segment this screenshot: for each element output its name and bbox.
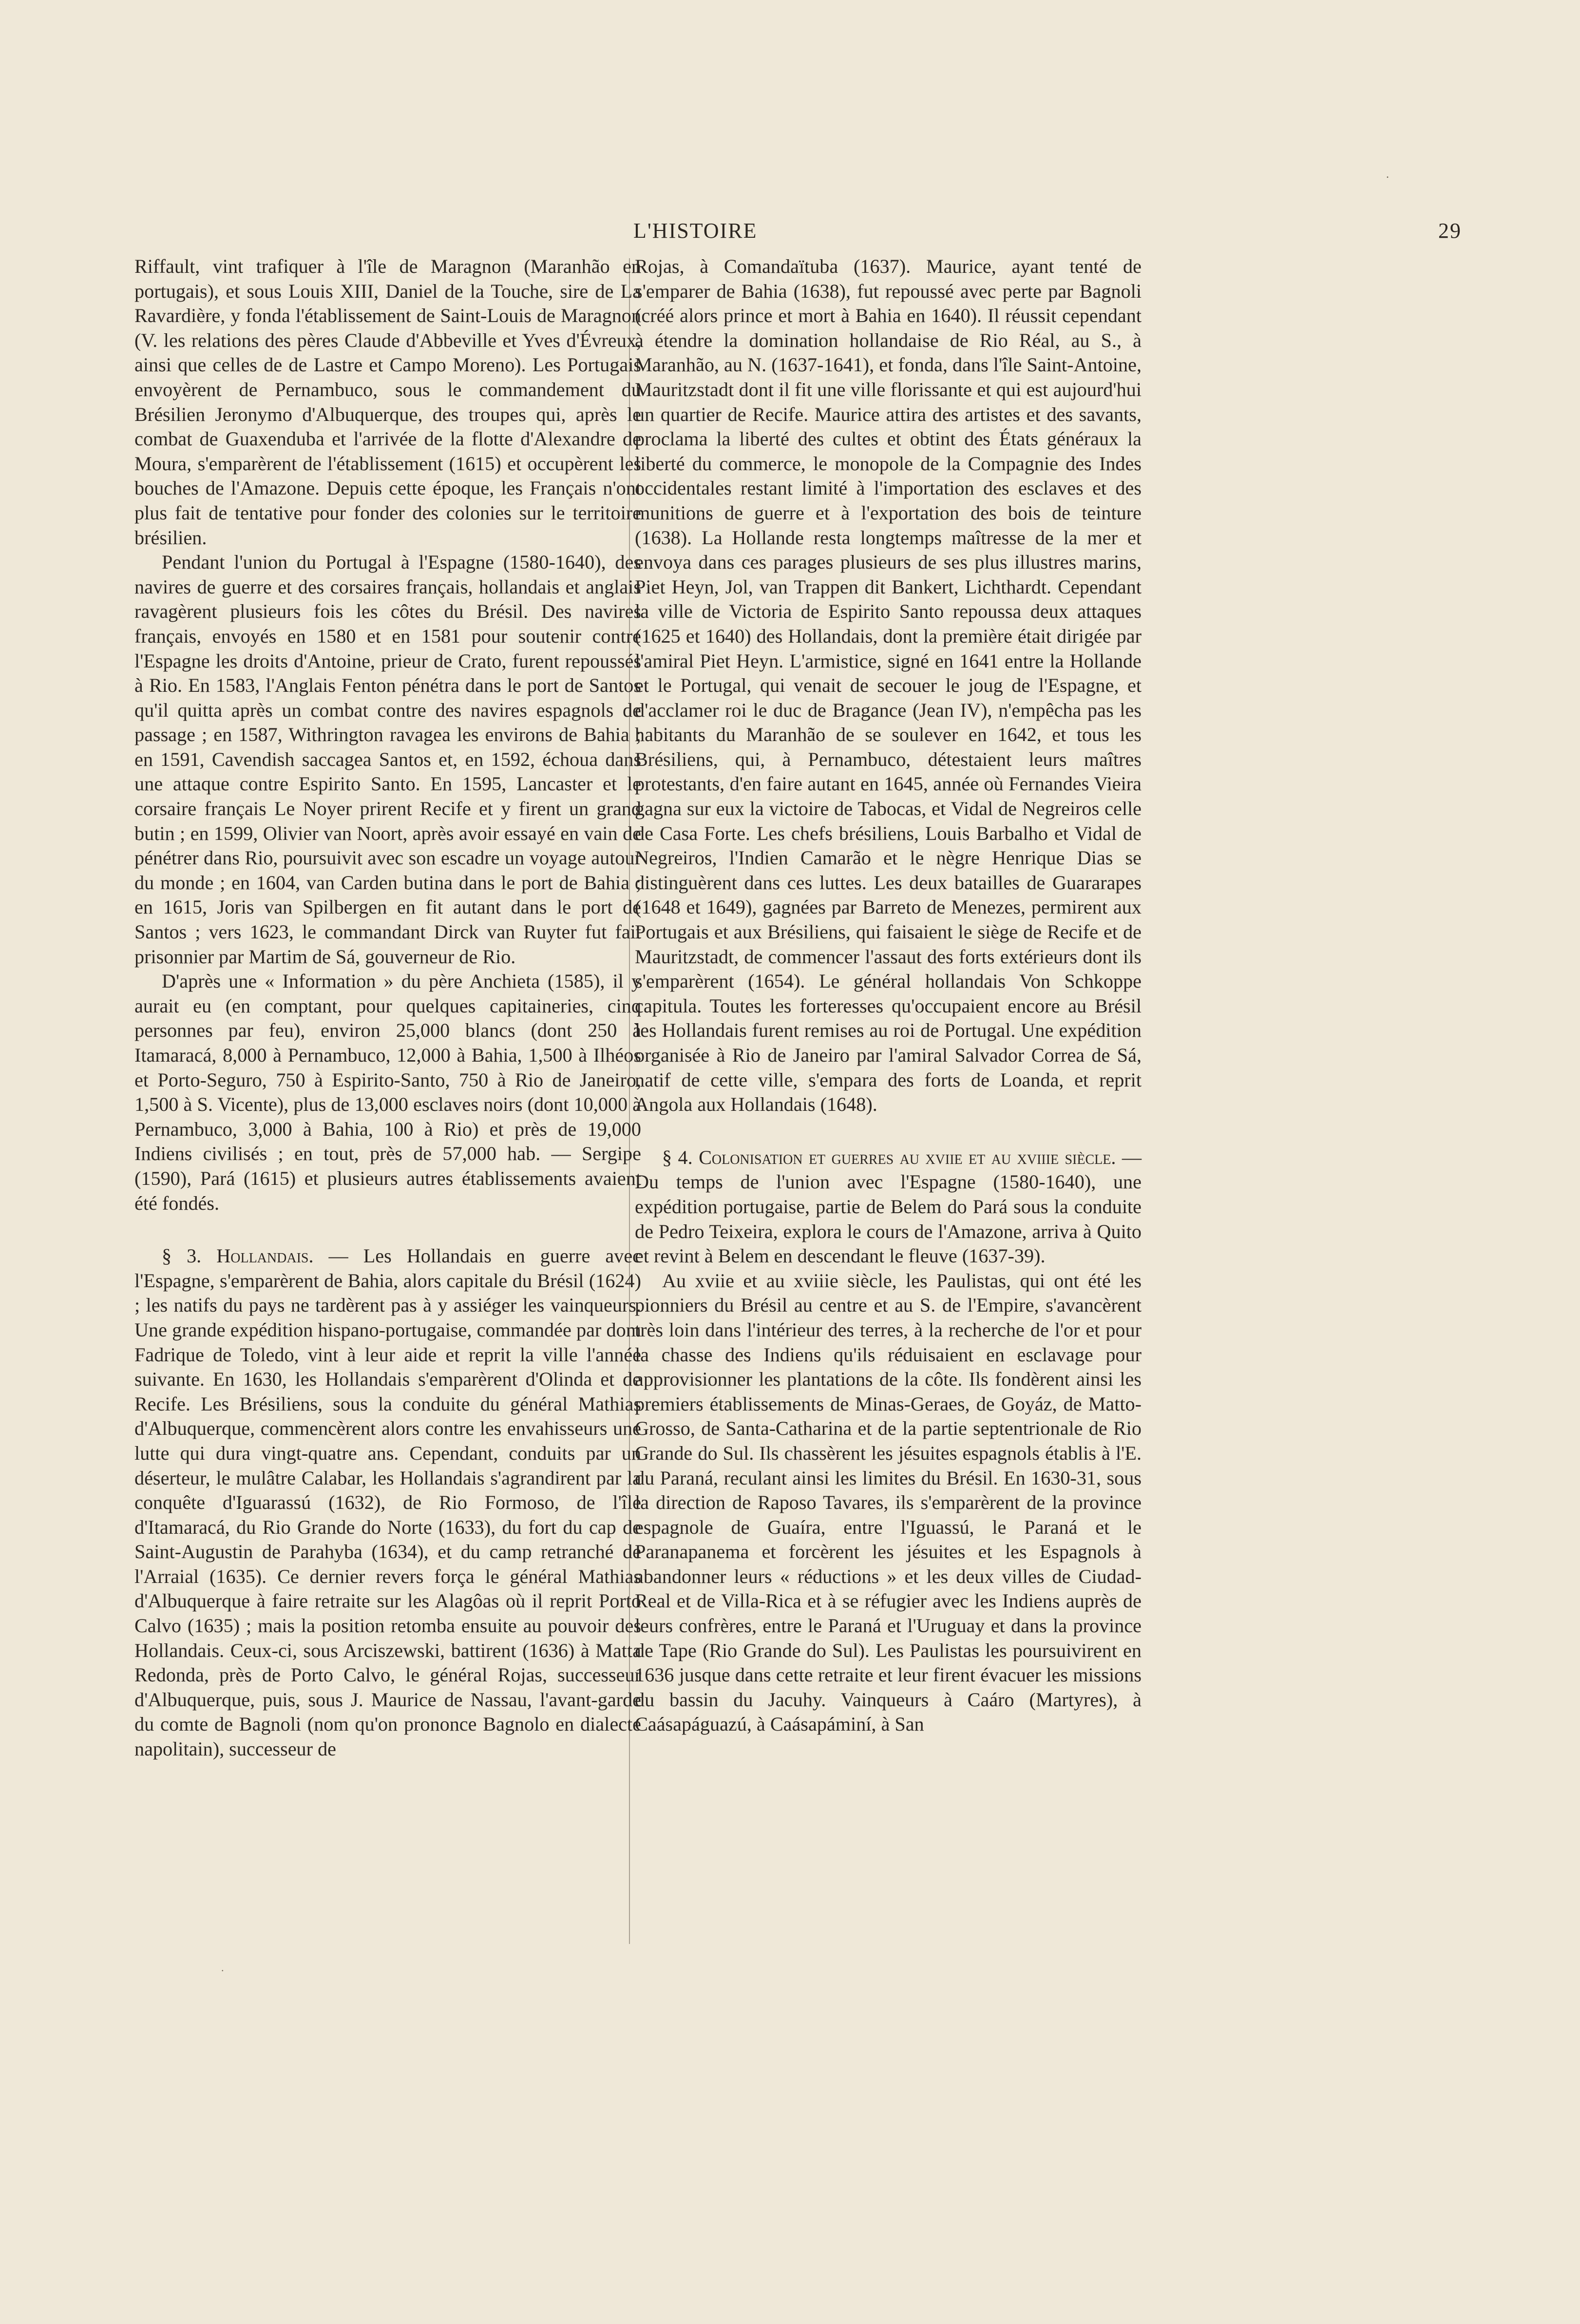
- paragraph: Riffault, vint trafiquer à l'île de Maragnon (Maranhão en portugais), et sous Louis XIII, Daniel de la Touche, sire de La Ravardière, y fonda l'établissement de Saint-Louis de Maragnon (V. les relations des pères Claude d'Abbeville et Yves d'Évreux, ainsi que celles de de Lastre et Campo Moreno). Les Portugais envoyèrent de Pernambuco, sous le commandement du Brésilien Jeronymo d'Albuquerque, des troupes qui, après le combat de Guaxenduba et l'arrivée de la flotte d'Alexandre de Moura, s'emparèrent de l'établissement (1615) et occupèrent les bouches de l'Amazone. Depuis cette époque, les Français n'ont plus fait de tentative pour fonder des colonies sur le territoire brésilien.: [134, 255, 641, 549]
- paragraph: D'après une « Information » du père Anchieta (1585), il y aurait eu (en comptant, pour quelques capitaineries, cinq personnes par feu), environ 25,000 blancs (dont 250 à Itamaracá, 8,000 à Pernambuco, 12,000 à Bahia, 1,500 à Ilhéos et Porto-Seguro, 750 à Espirito-Santo, 750 à Rio de Janeiro, 1,500 à S. Vicente), plus de 13,000 esclaves noirs (dont 10,000 à Pernambuco, 3,000 à Bahia, 100 à Rio) et près de 19,000 Indiens civilisés ; en tout, près de 57,000 hab. — Sergipe (1590), Pará (1615) et plusieurs autres établissements avaient été fondés.: [134, 970, 641, 1214]
- section-text: — Les Hollandais en guerre avec l'Espagne, s'emparèrent de Bahia, alors capitale du Brésil (1624) ; les natifs du pays ne tardèrent pas à y assiéger les vainqueurs. Une grande expédition hispano-portugaise, commandée par dom Fadrique de Toledo, vint à leur aide et reprit la ville l'année suivante. En 1630, les Hollandais s'emparèrent d'Olinda et de Recife. Les Brésiliens, sous la conduite du général Mathias d'Albuquerque, commencèrent alors contre les envahisseurs une lutte qui dura vingt-quatre ans. Cependant, conduits par un déserteur, le mulâtre Calabar, les Hollandais s'agrandirent par la conquête d'Iguarassú (1632), de Rio Formoso, de l'île d'Itamaracá, du Rio Grande do Norte (1633), du fort du cap de Saint-Augustin de Parahyba (1634), et du camp retranché de l'Arraial (1635). Ce dernier revers força le général Mathias d'Albuquerque à faire retraite sur les Alagôas où il reprit Porto Calvo (1635) ; mais la position retomba ensuite au pouvoir des Hollandais. Ceux-ci, sous Arciszewski, battirent (1636) à Matta Redonda, près de Porto Calvo, le général Rojas, successeur d'Albuquerque, puis, sous J. Maurice de Nassau, l'avant-garde du comte de Bagnoli (nom qu'on prononce Bagnolo en dialecte napolitain), successeur de: [134, 1245, 641, 1760]
- right-column: [635, 254, 1142, 1737]
- page-header: [633, 218, 1462, 252]
- running-title: L'HISTOIRE: [633, 219, 758, 243]
- paragraph: Au xviie et au xviiie siècle, les Paulistas, qui ont été les pionniers du Brésil au centre et au S. de l'Empire, s'avancèrent très loin dans l'intérieur des terres, à la recherche de l'or et pour la chasse des Indiens qu'ils réduisaient en esclavage pour approvisionner les plantations de la côte. Ils fondèrent ainsi les premiers établissements de Minas-Geraes, de Goyáz, de Matto-Grosso, de Santa-Catharina et de la partie septentrionale de Rio Grande do Sul. Ils chassèrent les jésuites espagnols établis à l'E. du Paraná, reculant ainsi les limites du Brésil. En 1630-31, sous la direction de Raposo Tavares, ils s'emparèrent de la province espagnole de Guaíra, entre l'Iguassú, le Paraná et le Paranapanema et forcèrent les jésuites et les Espagnols à abandonner leurs « réductions » et les deux villes de Ciudad-Real et de Villa-Rica et à se réfugier avec les Indiens auprès de leurs confrères, entre le Paraná et l'Uruguay et dans la province de Tape (Rio Grande do Sul). Les Paulistas les poursuivirent en 1636 jusque dans cette retraite et leur firent évacuer les missions du bassin du Jacuhy. Vainqueurs à Caáro (Martyres), à Caásapáguazú, à Caásapáminí, à San: [635, 1269, 1142, 1735]
- page-mark-top: .: [1386, 168, 1389, 181]
- paragraph: Pendant l'union du Portugal à l'Espagne (1580-1640), des navires de guerre et des corsaires français, hollandais et anglais ravagèrent plusieurs fois les côtes du Brésil. Des navires français, envoyés en 1580 et en 1581 pour soutenir contre l'Espagne les droits d'Antoine, prieur de Crato, furent repoussés à Rio. En 1583, l'Anglais Fenton pénétra dans le port de Santos qu'il quitta après un combat contre des navires espagnols de passage ; en 1587, Withrington ravagea les environs de Bahia ; en 1591, Cavendish saccagea Santos et, en 1592, échoua dans une attaque contre Espirito Santo. En 1595, Lancaster et le corsaire français Le Noyer prirent Recife et y firent un grand butin ; en 1599, Olivier van Noort, après avoir essayé en vain de pénétrer dans Rio, poursuivit avec son escadre un voyage autour du monde ; en 1604, van Carden butina dans le port de Bahia ; en 1615, Joris van Spilbergen en fit autant dans le port de Santos ; vers 1623, le commandant Dirck van Ruyter fut fait prisonnier par Martim de Sá, gouverneur de Rio.: [134, 551, 641, 968]
- section-4: [635, 1145, 1142, 1269]
- paragraph: Rojas, à Comandaïtuba (1637). Maurice, ayant tenté de s'emparer de Bahia (1638), fut repoussé avec perte par Bagnoli (créé alors prince et mort à Bahia en 1640). Il réussit cependant à étendre la domination hollandaise de Rio Réal, au S., à Maranhão, au N. (1637-1641), et fonda, dans l'île Saint-Antoine, Mauritzstadt dont il fit une ville florissante et qui est aujourd'hui un quartier de Recife. Maurice attira des artistes et des savants, proclama la liberté des cultes et obtint des États généraux la liberté du commerce, le monopole de la Compagnie des Indes occidentales restant limité à l'importation des esclaves et des munitions de guerre et à l'exportation des bois de teinture (1638). La Hollande resta longtemps maîtresse de la mer et envoya dans ces parages plusieurs de ses plus illustres marins, Piet Heyn, Jol, van Trappen dit Bankert, Lichthardt. Cependant la ville de Victoria de Espirito Santo repoussa deux attaques (1625 et 1640) des Hollandais, dont la première était dirigée par l'amiral Piet Heyn. L'armistice, signé en 1641 entre la Hollande et le Portugal, qui venait de secouer le joug de l'Espagne, et d'acclamer roi le duc de Bragance (Jean IV), n'empêcha pas les habitants du Maranhão de se soulever en 1642, et tous les Brésiliens, qui, à Pernambuco, détestaient leurs maîtres protestants, d'en faire autant en 1645, année où Fernandes Vieira gagna sur eux la victoire de Tabocas, et Vidal de Negreiros celle de Casa Forte. Les chefs brésiliens, Louis Barbalho et Vidal de Negreiros, l'Indien Camarão et le nègre Henrique Dias se distinguèrent dans ces luttes. Les deux batailles de Guararapes (1648 et 1649), gagnées par Barreto de Menezes, permirent aux Portugais et aux Brésiliens, qui faisaient le siège de Recife et de Mauritzstadt, de commencer l'assaut des forts extérieurs dont ils s'emparèrent (1654). Le général hollandais Von Schkoppe capitula. Toutes les forteresses qu'occupaient encore au Brésil les Hollandais furent remises au roi de Portugal. Une expédition organisée à Rio de Janeiro par l'amiral Salvador Correa de Sá, natif de cette ville, s'empara des forts de Loanda, et reprit Angola aux Hollandais (1648).: [635, 255, 1142, 1116]
- section-number: § 4.: [662, 1146, 693, 1168]
- section-text: — Du temps de l'union avec l'Espagne (1580-1640), une expédition portugaise, partie de Belem do Pará sous la conduite de Pedro Teixeira, explora le cours de l'Amazone, arriva à Quito et revint à Belem en descendant le fleuve (1637-39).: [635, 1146, 1142, 1267]
- left-column: [134, 254, 641, 1762]
- section-title: Hollandais.: [216, 1245, 314, 1267]
- section-number: § 3.: [162, 1245, 202, 1267]
- page-number: 29: [1438, 219, 1462, 243]
- page-mark-bottom: .: [221, 1962, 224, 1974]
- section-3: [134, 1244, 641, 1761]
- section-title: Colonisation et guerres au xviie et au xviiie siècle.: [699, 1146, 1116, 1168]
